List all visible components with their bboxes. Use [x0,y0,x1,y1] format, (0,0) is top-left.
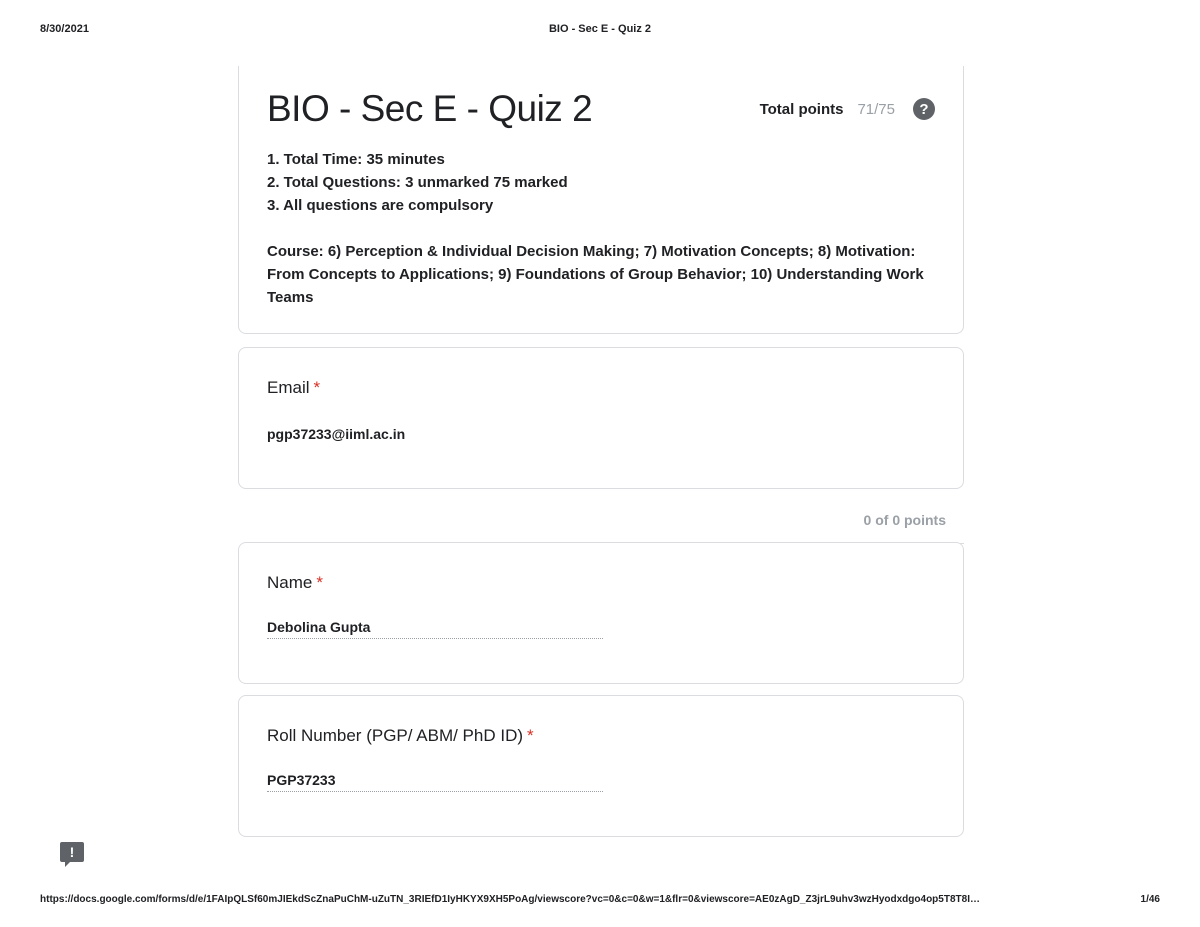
roll-number-question-title [267,726,534,746]
form-title: BIO - Sec E - Quiz 2 [267,88,593,129]
roll-number-question-label: Roll Number (PGP/ ABM/ PhD ID) [267,726,524,745]
form-description [267,148,947,309]
help-icon[interactable]: ? [913,98,935,120]
email-label [267,378,320,398]
name-answer: Debolina Gupta [267,619,603,639]
section-points: 0 of 0 points [863,512,946,528]
required-marker: * [316,573,323,592]
roll-number-question-card [238,695,964,837]
print-header-title: BIO - Sec E - Quiz 2 [548,23,652,35]
email-label-text: Email [267,378,310,397]
name-question-title [267,573,323,593]
total-points [760,98,935,120]
description-line: 3. All questions are compulsory [267,197,494,214]
feedback-icon[interactable]: ! [60,842,84,862]
description-line: 1. Total Time: 35 minutes [267,151,445,168]
description-course: Course: 6) Perception & Individual Decision Making; 7) Motivation Concepts; 8) Motivation: From Concepts to Applications; 9) Foundations of Group Behavior; 10) Understanding Work Teams [267,243,924,306]
print-page-number: 1/46 [1140,894,1160,905]
email-card [238,347,964,489]
print-footer-url: https://docs.google.com/forms/d/e/1FAIpQLSf60mJIEkdScZnaPuChM-uZuTN_3RIEfD1IyHKYX9XH5PoAg/viewscore?vc=0&c=0&w=1&flr=0&viewscore=AE0zAgD_Z3jrL9uhv3wzHyodxdgo4op5T8T8I… [40,894,980,905]
total-points-value: 71/75 [857,100,895,118]
required-marker: * [313,378,321,397]
roll-number-answer: PGP37233 [267,772,603,792]
name-question-card [238,542,964,684]
form-header-card [238,66,964,334]
total-points-label: Total points [759,100,844,118]
name-question-label: Name [267,573,313,592]
description-spacer [267,217,947,240]
print-date: 8/30/2021 [40,23,89,35]
required-marker: * [527,726,534,745]
description-line: 2. Total Questions: 3 unmarked 75 marked [267,174,568,191]
email-value: pgp37233@iiml.ac.in [267,426,406,442]
